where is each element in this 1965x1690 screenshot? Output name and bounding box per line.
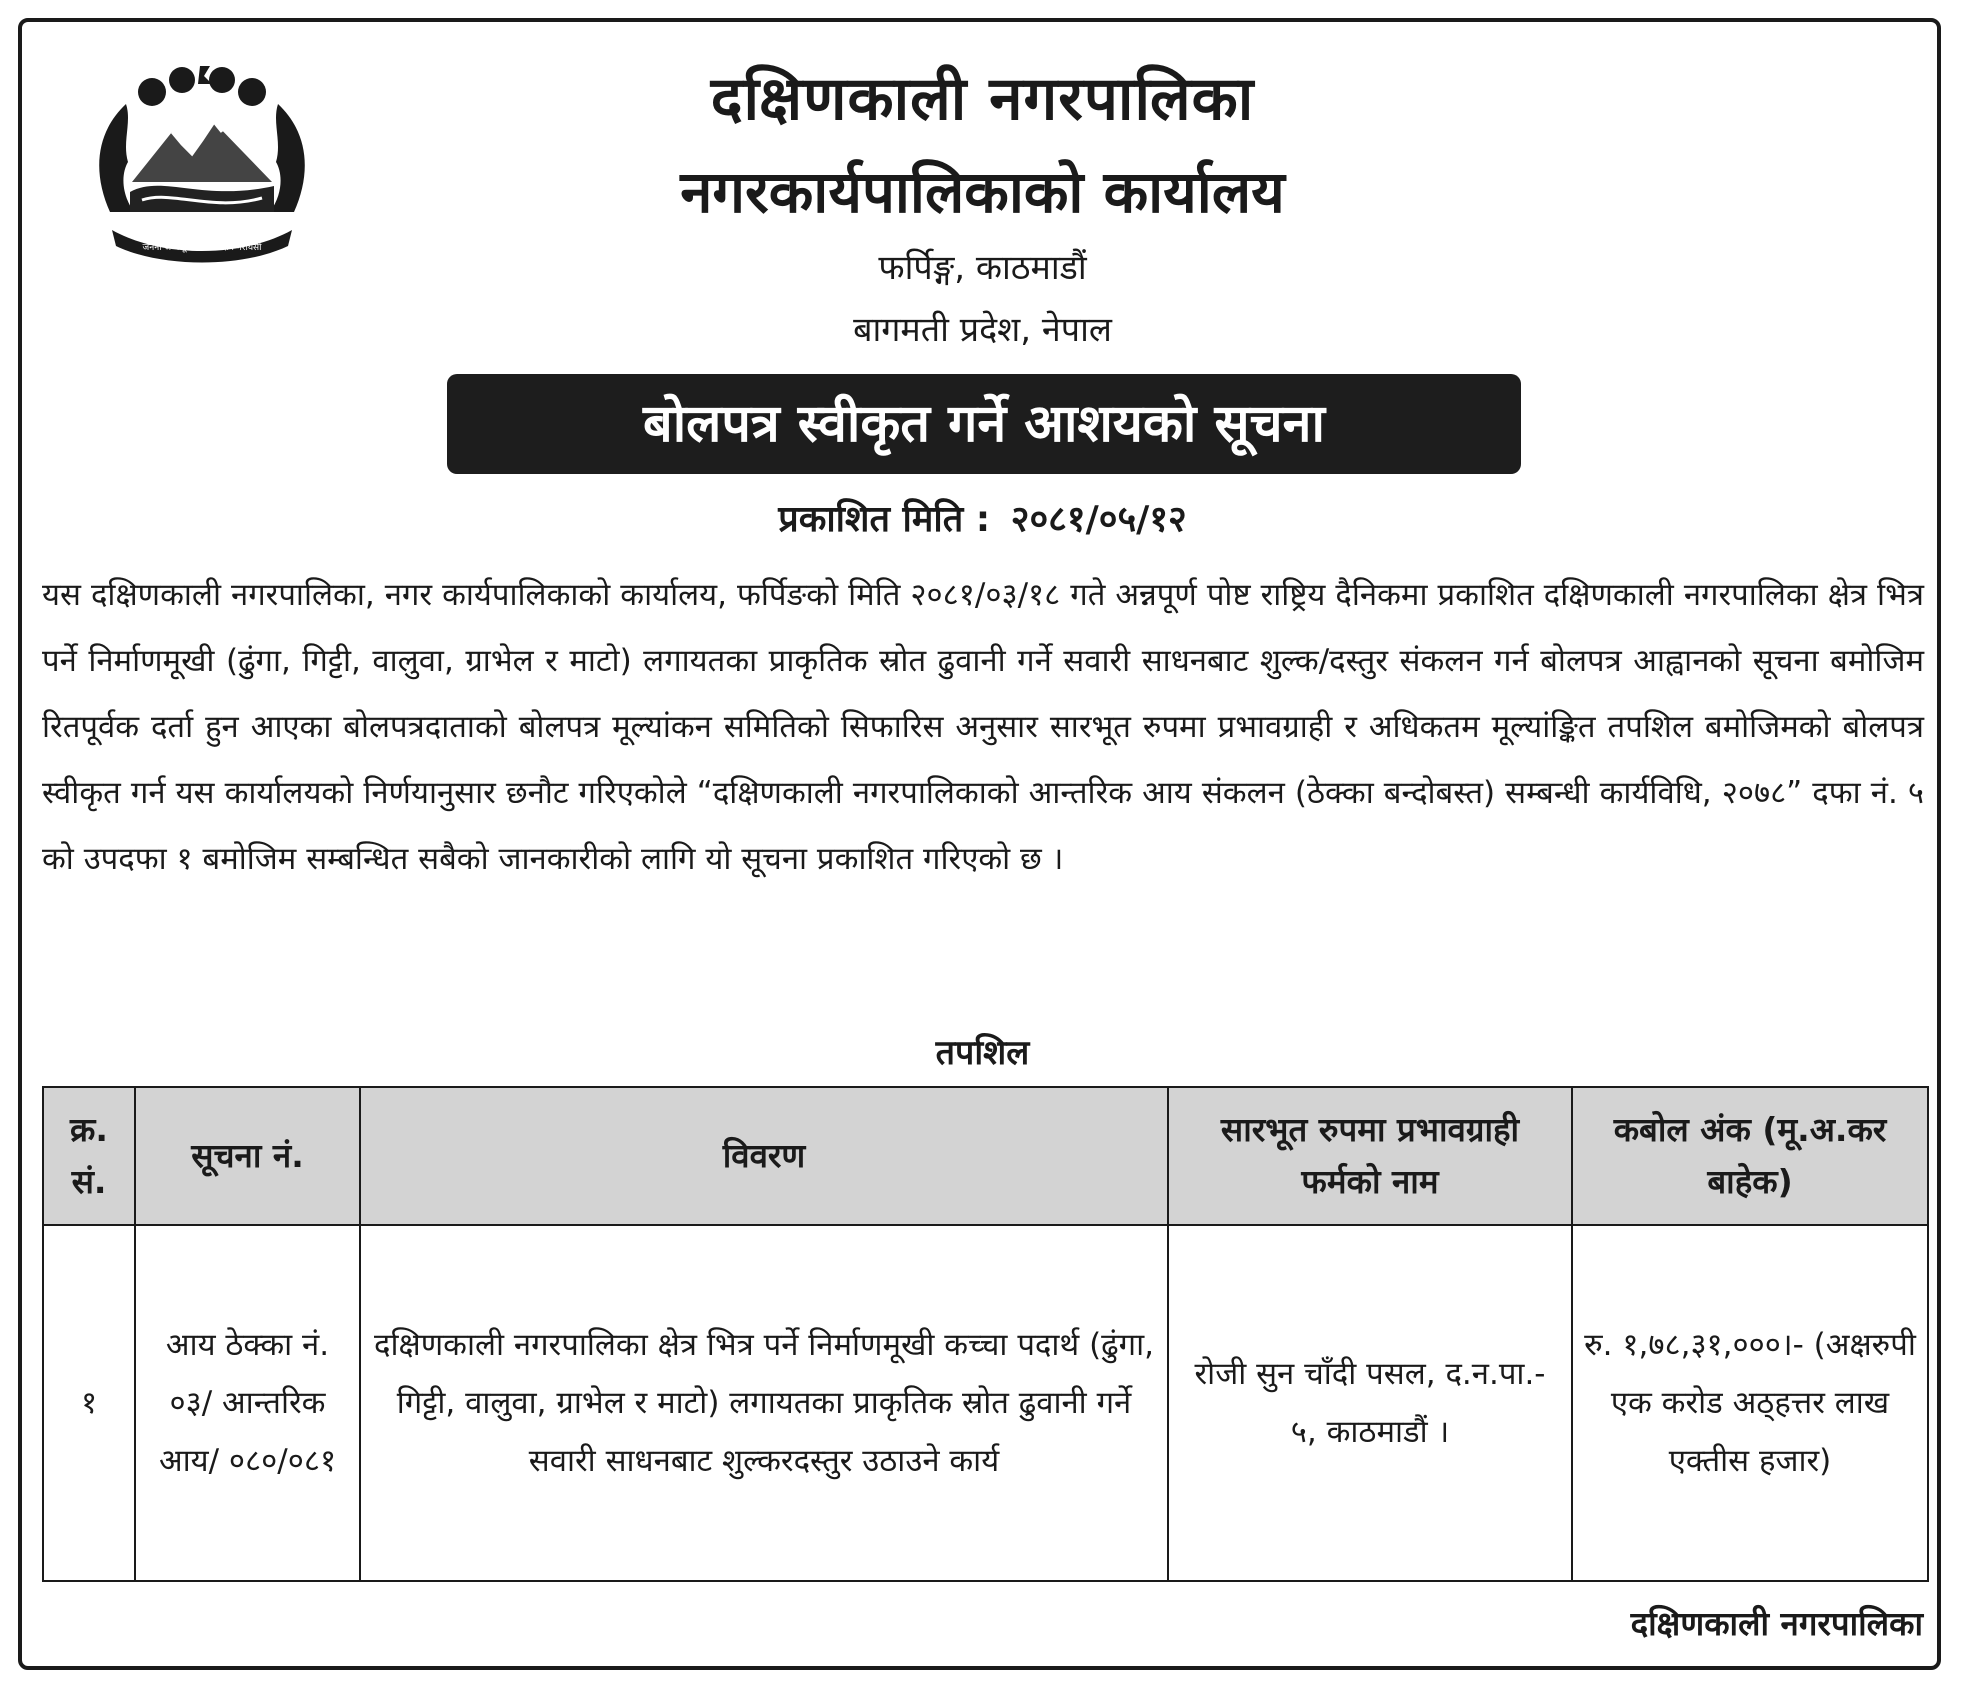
office-location: फर्पिङ्ग, काठमाडौं (878, 248, 1087, 288)
cell-sn: १ (43, 1225, 135, 1581)
table-caption: तपशिल (935, 1033, 1030, 1073)
office-province: बागमती प्रदेश, नेपाल (853, 310, 1112, 350)
col-header-sn: क्र. सं. (43, 1087, 135, 1225)
municipality-name: दक्षिणकाली नगरपालिका (710, 64, 1255, 134)
col-header-bid: कबोल अंक (मू.अ.कर बाहेक) (1572, 1087, 1928, 1225)
col-header-firm: सारभूत रुपमा प्रभावग्राही फर्मको नाम (1168, 1087, 1572, 1225)
col-header-notice-no: सूचना नं. (135, 1087, 360, 1225)
cell-firm: रोजी सुन चाँदी पसल, द.न.पा.- ५, काठमाडौं । (1168, 1225, 1572, 1581)
table-header-row (43, 1087, 1928, 1225)
table-row (43, 1225, 1928, 1581)
notice-body-paragraph: यस दक्षिणकाली नगरपालिका, नगर कार्यपालिकाको कार्यालय, फर्पिङको मिति २०८१/०३/१८ गते अन्नपूर्ण पोष्ट राष्ट्रिय दैनिकमा प्रकाशित दक्षिणकाली नगरपालिका क्षेत्र भित्र पर्ने निर्माणमूखी (ढुंगा, गिट्टी, वालुवा, ग्राभेल र माटो) लगायतका प्राकृतिक स्रोत ढुवानी गर्ने सवारी साधनबाट शुल्क/दस्तुर संकलन गर्न बोलपत्र आह्वानको सूचना बमोजिम रितपूर्वक दर्ता हुन आएका बोलपत्रदाताको बोलपत्र मूल्यांकन समितिको सिफारिस अनुसार सारभूत रुपमा प्रभावग्राही र अधिकतम मूल्यांङ्कित तपशिल बमोजिमको बोलपत्र स्वीकृत गर्न यस कार्यालयको निर्णयानुसार छनौट गरिएकोले “दक्षिणकाली नगरपालिकाको आन्तरिक आय संकलन (ठेक्का बन्दोबस्त) सम्बन्धी कार्यविधि, २०७८” दफा नं. ५ को उपदफा १ बमोजिम सम्बन्धित सबैको जानकारीको लागि यो सूचना प्रकाशित गरिएको छ । (42, 577, 1924, 877)
publication-date (0, 493, 1965, 542)
col-header-description: विवरण (360, 1087, 1168, 1225)
details-table (42, 1086, 1929, 1582)
publication-date-label: प्रकाशित मिति : (778, 499, 991, 540)
signature: दक्षिणकाली नगरपालिका (1630, 1604, 1923, 1643)
notice-title-banner (447, 374, 1521, 474)
emblem-motto: जननी जन्मभूमिश्च स्वर्गादपि गरीयसी (142, 243, 262, 253)
notice-title: बोलपत्र स्वीकृत गर्ने आशयको सूचना (643, 394, 1325, 454)
publication-date-value: २०८१/०५/१२ (1010, 499, 1187, 540)
cell-description: दक्षिणकाली नगरपालिका क्षेत्र भित्र पर्ने निर्माणमूखी कच्चा पदार्थ (ढुंगा, गिट्टी, वालुवा, ग्राभेल र माटो) लगायतका प्राकृतिक स्रोत ढुवानी गर्ने सवारी साधनबाट शुल्करदस्तुर उठाउने कार्य (360, 1225, 1168, 1581)
office-name: नगरकार्यपालिकाको कार्यालय (680, 158, 1285, 226)
cell-bid: रु. १,७८,३१,०००।- (अक्षरुपी एक करोड अठ्हत्तर लाख एक्तीस हजार) (1572, 1225, 1928, 1581)
cell-notice-no: आय ठेक्का नं. ०३/ आन्तरिक आय/ ०८०/०८१ (135, 1225, 360, 1581)
